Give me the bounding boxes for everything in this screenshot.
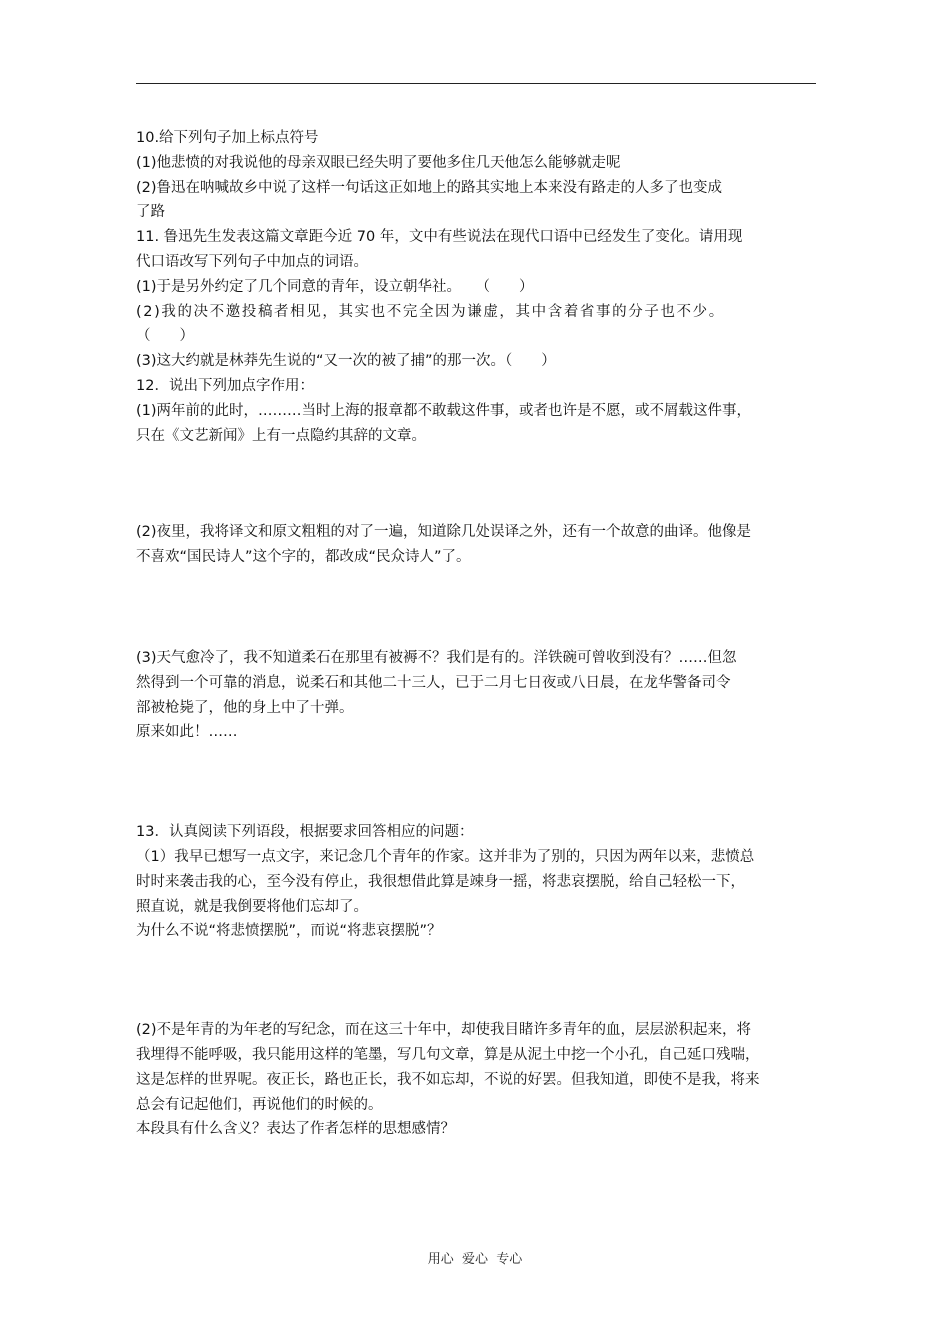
q12-item-1-line-1: (1)两年前的此时，………当时上海的报章都不敢载这件事，或者也许是不愿，或不屑载这件事，	[136, 402, 752, 419]
q12-item-3-line-4: 原来如此！……	[136, 724, 238, 741]
q12-item-3-line-3: 部被枪毙了，他的身上中了十弹。	[136, 699, 354, 716]
q13-question-2: 本段具有什么含义？表达了作者怎样的思想感情？	[136, 1121, 455, 1138]
q10-title: 10.给下列句子加上标点符号	[136, 130, 319, 146]
q10-sentence-1: (1)他悲愤的对我说他的母亲双眼已经失明了要他多住几天他怎么能够就走呢	[136, 154, 621, 171]
q13-passage-2-line-3: 这是怎样的世界呢。夜正长，路也正长，我不如忘却，不说的好罢。但我知道，即使不是我，将来	[136, 1071, 760, 1088]
q12-item-3-line-1: (3)天气愈冷了，我不知道柔石在那里有被褥不？我们是有的。洋铁碗可曾收到没有？……但忽	[136, 649, 737, 666]
q12-item-2-line-1: (2)夜里，我将译文和原文粗粗的对了一遍，知道除几处误译之外，还有一个故意的曲译。他像是	[136, 524, 752, 541]
answer-space	[136, 448, 818, 520]
q11-sentence-3: (3)这大约就是林莽先生说的“又一次的被了捕”的那一次。（ ）	[136, 353, 556, 370]
answer-space	[136, 944, 818, 1018]
q13-question-1: 为什么不说“将悲愤摆脱”，而说“将悲哀摆脱”？	[136, 923, 442, 940]
document-body	[136, 126, 818, 1142]
q10-sentence-2-line-2: 了路	[136, 204, 165, 221]
q11-sentence-2-line-1: (2)我的决不邀投稿者相见，其实也不完全因为谦虚，其中含着省事的分子也不少。	[136, 303, 725, 320]
q11-sentence-2-line-2: （ ）	[136, 328, 194, 345]
header-rule	[136, 83, 816, 84]
q11-title-line-2: 代口语改写下列句子中加点的词语。	[136, 253, 368, 270]
q13-passage-2-line-4: 总会有记起他们，再说他们的时候的。	[136, 1096, 383, 1113]
q12-item-2-line-2: 不喜欢“国民诗人”这个字的，都改成“民众诗人”了。	[136, 549, 471, 566]
q13-passage-2-line-2: 我埋得不能呼吸，我只能用这样的笔墨，写几句文章，算是从泥土中挖一个小孔，自己延口残喘，	[136, 1046, 760, 1063]
q11-sentence-1: (1)于是另外约定了几个同意的青年，设立朝华社。 （ ）	[136, 278, 534, 295]
q13-passage-1-line-3: 照直说，就是我倒要将他们忘却了。	[136, 898, 368, 915]
answer-space	[136, 745, 818, 820]
q10-sentence-2-line-1: (2)鲁迅在呐喊故乡中说了这样一句话这正如地上的路其实地上本来没有路走的人多了也变成	[136, 179, 723, 196]
q11-title-line-1: 11. 鲁迅先生发表这篇文章距今近 70 年，文中有些说法在现代口语中已经发生了变化。请用现	[136, 229, 743, 246]
q12-item-1-line-2: 只在《文艺新闻》上有一点隐约其辞的文章。	[136, 427, 426, 444]
q13-passage-1-line-2: 时时来袭击我的心，至今没有停止，我很想借此算是竦身一摇，将悲哀摆脱，给自己轻松一下，	[136, 873, 745, 890]
q13-passage-2-line-1: (2)不是年青的为年老的写纪念，而在这三十年中，却使我目睹许多青年的血，层层淤积起来，将	[136, 1022, 752, 1039]
q12-title: 12．说出下列加点字作用：	[136, 377, 314, 394]
q12-item-3-line-2: 然得到一个可靠的消息，说柔石和其他二十三人，已于二月七日夜或八日晨，在龙华警备司令	[136, 674, 731, 691]
page-footer: 用心 爱心 专心	[427, 1252, 523, 1267]
q13-title: 13．认真阅读下列语段，根据要求回答相应的问题：	[136, 824, 474, 841]
q13-passage-1-line-1: （1）我早已想写一点文字，来记念几个青年的作家。这并非为了别的，只因为两年以来，悲愤总	[136, 848, 755, 865]
answer-space	[136, 570, 818, 646]
